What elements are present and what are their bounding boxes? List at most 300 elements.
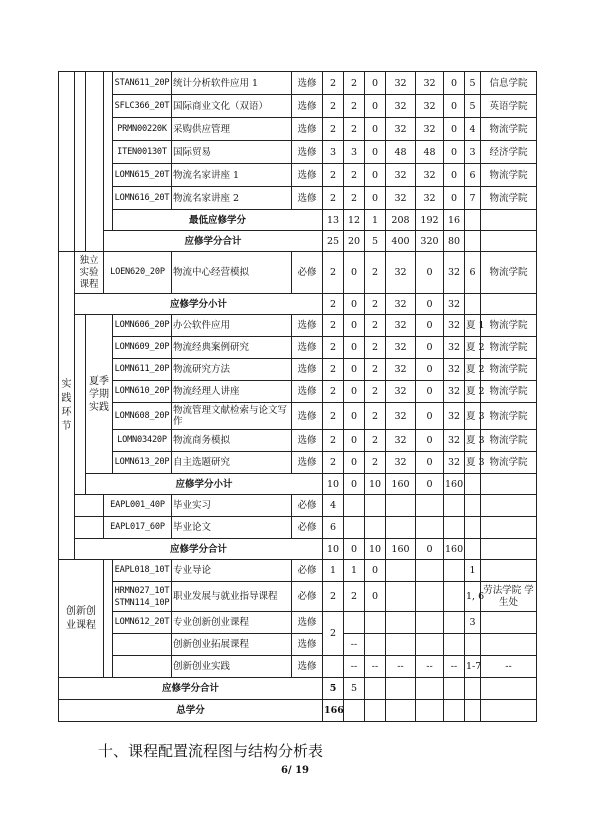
dash-cell: -- <box>444 656 465 678</box>
course-code: LOMN03420P <box>113 430 172 452</box>
department-cell: 物流学院 <box>481 403 537 430</box>
credit-cell: 2 <box>323 72 344 95</box>
total-row <box>59 539 537 560</box>
blank-cell <box>444 560 465 582</box>
blank-cell <box>416 582 444 612</box>
semester-cell: 1, 6 <box>465 582 481 612</box>
practice-hours-cell: 0 <box>444 72 465 95</box>
course-type: 必修 <box>292 495 323 517</box>
total-hours-cell: 32 <box>386 164 416 187</box>
blank-cell <box>75 517 104 539</box>
blank-cell <box>465 474 481 495</box>
table-row <box>59 634 537 656</box>
course-type: 必修 <box>292 560 323 582</box>
grand-total-label: 总学分 <box>59 700 323 722</box>
lecture-credit-cell: 12 <box>344 210 365 231</box>
total-hours-cell: 32 <box>386 187 416 210</box>
table-row <box>59 118 537 141</box>
course-type: 选修 <box>292 612 323 634</box>
practice-credit-cell: 2 <box>365 403 386 430</box>
course-name: 创新创业实践 <box>172 656 292 678</box>
lecture-credit-cell: 0 <box>344 381 365 403</box>
practice-section-label: 实践环节 <box>59 252 75 560</box>
practice-hours-cell: 32 <box>444 294 465 315</box>
semester-cell: 3 <box>465 612 481 634</box>
total-row <box>59 231 537 252</box>
department-cell: 英语学院 <box>481 95 537 118</box>
department-cell: 物流学院 <box>481 359 537 381</box>
course-type: 选修 <box>292 634 323 656</box>
blank-cell <box>465 294 481 315</box>
lecture-credit-cell: 0 <box>344 359 365 381</box>
table-row <box>59 187 537 210</box>
credit-cell: 1 <box>323 560 344 582</box>
blank-cell <box>444 495 465 517</box>
lecture-hours-cell: 0 <box>416 315 444 337</box>
course-name: 物流中心经营模拟 <box>172 252 292 294</box>
practice-credit-cell: 2 <box>365 337 386 359</box>
credit-cell: 3 <box>323 141 344 164</box>
lecture-hours-cell: 0 <box>416 252 444 294</box>
course-name: 采购供应管理 <box>172 118 292 141</box>
course-type: 必修 <box>292 582 323 612</box>
practice-credit-cell: 0 <box>365 118 386 141</box>
total-hours-cell: 48 <box>386 141 416 164</box>
blank-cell <box>416 634 444 656</box>
table-row <box>59 359 537 381</box>
blank-cell <box>365 700 386 722</box>
blank-cell <box>323 656 344 678</box>
blank-cell <box>416 517 444 539</box>
department-cell: 物流学院 <box>481 381 537 403</box>
practice-credit-cell: 2 <box>365 381 386 403</box>
lecture-credit-cell: 2 <box>344 118 365 141</box>
course-name: 创新创业拓展课程 <box>172 634 292 656</box>
lecture-hours-cell: 32 <box>416 72 444 95</box>
lecture-hours-cell: 0 <box>416 430 444 452</box>
lecture-hours-cell: 32 <box>416 164 444 187</box>
blank-cell <box>75 315 86 495</box>
credit-cell: 2 <box>323 359 344 381</box>
course-code: STAN611_20P <box>113 72 172 95</box>
total-hours-cell: 32 <box>386 95 416 118</box>
lecture-hours-cell: 32 <box>416 95 444 118</box>
semester-cell: 夏 2 <box>465 381 481 403</box>
credit-cell: 2 <box>323 315 344 337</box>
table-row <box>59 403 537 430</box>
blank-cell <box>481 560 537 582</box>
table-row <box>59 612 537 634</box>
lecture-credit-cell: 2 <box>344 164 365 187</box>
blank-cell <box>113 656 172 678</box>
blank-cell <box>75 495 104 517</box>
course-code: PRMN00220K <box>113 118 172 141</box>
table-row <box>59 495 537 517</box>
blank-cell <box>465 517 481 539</box>
table-row <box>59 452 537 474</box>
credit-cell: 10 <box>323 474 344 495</box>
blank-cell <box>386 700 416 722</box>
course-name: 专业创新创业课程 <box>172 612 292 634</box>
section-heading: 十、课程配置流程图与结构分析表 <box>98 742 324 760</box>
practice-hours-cell: 32 <box>444 403 465 430</box>
department-cell: 物流学院 <box>481 315 537 337</box>
blank-cell <box>444 517 465 539</box>
semester-cell: 1 <box>465 560 481 582</box>
department-cell: 物流学院 <box>481 164 537 187</box>
practice-hours-cell: 0 <box>444 187 465 210</box>
course-code: LOMN612_20T <box>113 612 172 634</box>
practice-credit-cell: 2 <box>365 252 386 294</box>
lecture-hours-cell: 48 <box>416 141 444 164</box>
practice-credit-cell: 2 <box>365 359 386 381</box>
total-hours-cell: 32 <box>386 337 416 359</box>
lecture-credit-cell: 0 <box>344 403 365 430</box>
blank-cell <box>344 612 365 634</box>
course-code: ITEN00130T <box>113 141 172 164</box>
total-credits-label: 应修学分合计 <box>75 539 323 560</box>
blank-cell <box>86 72 104 252</box>
course-type: 必修 <box>292 517 323 539</box>
practice-hours-cell: 32 <box>444 381 465 403</box>
blank-cell <box>481 210 537 231</box>
semester-cell: 5 <box>465 95 481 118</box>
table-row <box>59 252 537 294</box>
credit-cell: 2 <box>323 187 344 210</box>
course-type: 选修 <box>292 118 323 141</box>
lecture-credit-cell: 20 <box>344 231 365 252</box>
blank-cell <box>444 700 465 722</box>
semester-cell: 3 <box>465 141 481 164</box>
credit-cell: 2 <box>323 337 344 359</box>
practice-hours-cell: 32 <box>444 430 465 452</box>
table-row <box>59 95 537 118</box>
table-row <box>59 164 537 187</box>
course-code: LOMN609_20P <box>113 337 172 359</box>
dash-cell: -- <box>344 656 365 678</box>
lecture-credit-cell: 2 <box>344 582 365 612</box>
department-cell: 信息学院 <box>481 72 537 95</box>
blank-cell <box>481 700 537 722</box>
dash-cell: -- <box>365 656 386 678</box>
practice-hours-cell: 0 <box>444 118 465 141</box>
practice-hours-cell: 160 <box>444 474 465 495</box>
table-row <box>59 337 537 359</box>
subtotal-row <box>59 474 537 495</box>
blank-cell <box>365 495 386 517</box>
blank-cell <box>104 72 113 231</box>
blank-cell <box>465 634 481 656</box>
lecture-credit-cell: 0 <box>344 452 365 474</box>
practice-credit-cell: 0 <box>365 560 386 582</box>
course-code: EAPL017_60P <box>104 517 172 539</box>
course-code: SFLC366_20T <box>113 95 172 118</box>
credit-cell: 2 <box>323 118 344 141</box>
course-code: LOMN615_20T <box>113 164 172 187</box>
min-credits-label: 最低应修学分 <box>113 210 323 231</box>
table-row <box>59 656 537 678</box>
course-type: 选修 <box>292 337 323 359</box>
blank-cell <box>365 517 386 539</box>
blank-cell <box>465 700 481 722</box>
semester-cell: 夏 3 <box>465 403 481 430</box>
table-row <box>59 72 537 95</box>
blank-cell <box>465 210 481 231</box>
blank-cell <box>481 231 537 252</box>
blank-cell <box>416 560 444 582</box>
blank-cell <box>386 634 416 656</box>
blank-cell <box>104 560 113 678</box>
subtotal-label: 应修学分小计 <box>86 474 323 495</box>
credit-cell: 2 <box>323 452 344 474</box>
lecture-hours-cell: 0 <box>416 294 444 315</box>
course-code: LOMN613_20P <box>113 452 172 474</box>
subtotal-label: 应修学分小计 <box>75 294 323 315</box>
practice-hours-cell: 32 <box>444 252 465 294</box>
total-hours-cell: 400 <box>386 231 416 252</box>
course-type: 选修 <box>292 403 323 430</box>
course-type: 选修 <box>292 430 323 452</box>
blank-cell <box>365 634 386 656</box>
practice-credit-cell: 0 <box>365 141 386 164</box>
blank-cell <box>444 612 465 634</box>
practice-credit-cell: 1 <box>365 210 386 231</box>
department-cell: 物流学院 <box>481 452 537 474</box>
credit-cell: 2 <box>323 612 344 656</box>
course-name: 物流管理文献检索与论文写作 <box>172 403 292 430</box>
semester-cell: 7 <box>465 187 481 210</box>
practice-credit-cell: 10 <box>365 539 386 560</box>
blank-cell <box>481 294 537 315</box>
dash-cell: -- <box>386 656 416 678</box>
blank-cell <box>444 634 465 656</box>
total-credits-label: 应修学分合计 <box>104 231 323 252</box>
credit-cell: 2 <box>323 252 344 294</box>
total-hours-cell: 32 <box>386 359 416 381</box>
lecture-credit-cell: 0 <box>344 474 365 495</box>
blank-cell <box>386 517 416 539</box>
lecture-credit-cell: 0 <box>344 337 365 359</box>
lecture-hours-cell: 320 <box>416 231 444 252</box>
lecture-hours-cell: 32 <box>416 118 444 141</box>
credit-cell: 6 <box>323 517 344 539</box>
blank-cell <box>59 72 75 252</box>
practice-hours-cell: 0 <box>444 95 465 118</box>
total-hours-cell: 160 <box>386 474 416 495</box>
lecture-credit-cell: 0 <box>344 430 365 452</box>
lecture-hours-cell: 0 <box>416 337 444 359</box>
credit-cell: 2 <box>323 403 344 430</box>
semester-cell: 夏 2 <box>465 359 481 381</box>
total-row <box>59 678 537 700</box>
practice-credit-cell: 0 <box>365 582 386 612</box>
credit-cell: 2 <box>323 582 344 612</box>
practice-credit-cell: 2 <box>365 452 386 474</box>
blank-cell <box>481 517 537 539</box>
table-row <box>59 141 537 164</box>
blank-cell <box>365 678 386 700</box>
course-code: LOMN608_20P <box>113 403 172 430</box>
table-row <box>59 517 537 539</box>
summer-group-label: 夏季学期实践 <box>86 315 113 474</box>
lecture-credit-cell: 5 <box>344 678 365 700</box>
course-type: 选修 <box>292 359 323 381</box>
semester-cell: 6 <box>465 164 481 187</box>
course-name: 物流经理人讲座 <box>172 381 292 403</box>
total-hours-cell: 32 <box>386 252 416 294</box>
blank-cell <box>465 495 481 517</box>
course-type: 选修 <box>292 187 323 210</box>
lecture-credit-cell: 3 <box>344 141 365 164</box>
lecture-hours-cell: 0 <box>416 403 444 430</box>
practice-hours-cell: 32 <box>444 359 465 381</box>
lecture-credit-cell: 0 <box>344 252 365 294</box>
course-code: LOMN611_20P <box>113 359 172 381</box>
semester-cell: 夏 3 <box>465 430 481 452</box>
course-type: 选修 <box>292 95 323 118</box>
lecture-credit-cell: 2 <box>344 187 365 210</box>
grand-total-value: 166 <box>323 700 344 722</box>
blank-cell <box>344 700 365 722</box>
blank-cell <box>416 495 444 517</box>
page-number: 6/ 19 <box>280 765 309 776</box>
total-hours-cell: 32 <box>386 381 416 403</box>
blank-cell <box>386 582 416 612</box>
course-type: 选修 <box>292 141 323 164</box>
course-name: 物流研究方法 <box>172 359 292 381</box>
course-name: 国际商业文化（双语） <box>172 95 292 118</box>
lecture-hours-cell: 0 <box>416 359 444 381</box>
course-name: 毕业实习 <box>172 495 292 517</box>
semester-cell: 夏 2 <box>465 337 481 359</box>
course-type: 选修 <box>292 72 323 95</box>
blank-cell <box>465 231 481 252</box>
credit-cell: 10 <box>323 539 344 560</box>
dash-cell: -- <box>416 656 444 678</box>
blank-cell <box>444 678 465 700</box>
min-credits-row <box>59 210 537 231</box>
course-code: LOMN606_20P <box>113 315 172 337</box>
credit-cell: 2 <box>323 95 344 118</box>
lecture-credit-cell: 0 <box>344 539 365 560</box>
department-cell: 劳法学院 学生处 <box>481 582 537 612</box>
blank-cell <box>386 495 416 517</box>
table-row <box>59 560 537 582</box>
blank-cell <box>481 678 537 700</box>
table-row <box>59 582 537 612</box>
course-code: LOMN616_20T <box>113 187 172 210</box>
practice-credit-cell: 0 <box>365 72 386 95</box>
blank-cell <box>481 634 537 656</box>
blank-cell <box>481 539 537 560</box>
course-code: LOEN620_20P <box>104 252 172 294</box>
course-code: HRMN027_10T STMN114_10P <box>113 582 172 612</box>
practice-credit-cell: 10 <box>365 474 386 495</box>
practice-hours-cell: 32 <box>444 452 465 474</box>
total-hours-cell: 32 <box>386 403 416 430</box>
practice-hours-cell: 160 <box>444 539 465 560</box>
course-type: 选修 <box>292 452 323 474</box>
course-type: 必修 <box>292 252 323 294</box>
blank-cell <box>416 678 444 700</box>
total-hours-cell: 32 <box>386 430 416 452</box>
blank-cell <box>481 474 537 495</box>
course-name: 自主选题研究 <box>172 452 292 474</box>
practice-hours-cell: 0 <box>444 141 465 164</box>
semester-cell: 5 <box>465 72 481 95</box>
blank-cell <box>386 612 416 634</box>
credit-cell: 4 <box>323 495 344 517</box>
table-row <box>59 430 537 452</box>
practice-hours-cell: 32 <box>444 315 465 337</box>
practice-credit-cell: 5 <box>365 231 386 252</box>
credit-cell: 25 <box>323 231 344 252</box>
semester-cell: 1-7 <box>465 656 481 678</box>
lecture-credit-cell: 2 <box>344 72 365 95</box>
blank-cell <box>386 560 416 582</box>
course-name: 办公软件应用 <box>172 315 292 337</box>
department-cell: 物流学院 <box>481 430 537 452</box>
department-cell: 经济学院 <box>481 141 537 164</box>
department-cell: -- <box>481 656 537 678</box>
lecture-credit-cell: 1 <box>344 560 365 582</box>
practice-credit-cell: 0 <box>365 95 386 118</box>
course-name: 专业导论 <box>172 560 292 582</box>
practice-hours-cell: 0 <box>444 164 465 187</box>
subtotal-row <box>59 294 537 315</box>
semester-cell: 夏 3 <box>465 452 481 474</box>
course-code: EAPL018_10T <box>113 560 172 582</box>
course-name: 物流名家讲座 2 <box>172 187 292 210</box>
blank-cell <box>365 612 386 634</box>
practice-hours-cell: 80 <box>444 231 465 252</box>
course-type: 选修 <box>292 315 323 337</box>
course-type: 选修 <box>292 164 323 187</box>
semester-cell: 夏 1 <box>465 315 481 337</box>
total-hours-cell: 160 <box>386 539 416 560</box>
practice-credit-cell: 0 <box>365 187 386 210</box>
grand-total-row <box>59 700 537 722</box>
department-cell: 物流学院 <box>481 252 537 294</box>
blank-cell <box>344 495 365 517</box>
blank-cell <box>386 678 416 700</box>
department-cell: 物流学院 <box>481 187 537 210</box>
total-hours-cell: 32 <box>386 452 416 474</box>
credit-cell: 2 <box>323 164 344 187</box>
credit-cell: 2 <box>323 294 344 315</box>
practice-hours-cell: 32 <box>444 337 465 359</box>
table-row <box>59 315 537 337</box>
credit-cell: 2 <box>323 381 344 403</box>
practice-credit-cell: 2 <box>365 294 386 315</box>
course-type: 选修 <box>292 381 323 403</box>
lecture-hours-cell: 0 <box>416 452 444 474</box>
course-code: LOMN610_20P <box>113 381 172 403</box>
lecture-credit-cell: 2 <box>344 95 365 118</box>
credit-cell: 2 <box>323 430 344 452</box>
course-name: 物流名家讲座 1 <box>172 164 292 187</box>
practice-credit-cell: 2 <box>365 315 386 337</box>
innovation-section-label: 创新创业课程 <box>59 560 104 678</box>
blank-cell <box>481 495 537 517</box>
total-hours-cell: 32 <box>386 118 416 141</box>
lecture-hours-cell: 0 <box>416 539 444 560</box>
total-hours-cell: 208 <box>386 210 416 231</box>
lecture-hours-cell: 0 <box>416 381 444 403</box>
course-name: 物流经典案例研究 <box>172 337 292 359</box>
total-hours-cell: 32 <box>386 315 416 337</box>
blank-cell <box>465 539 481 560</box>
